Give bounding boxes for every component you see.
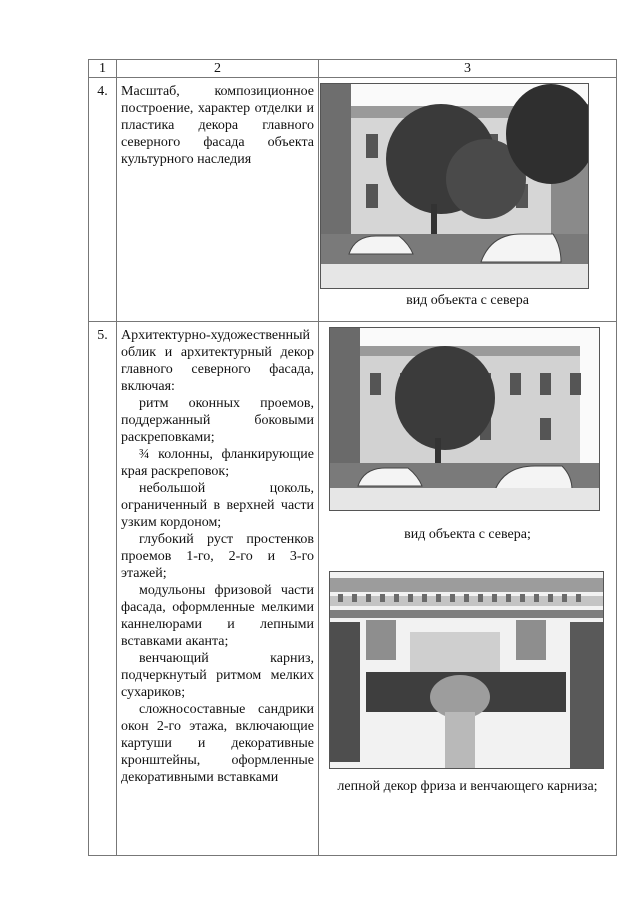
row-description — [117, 322, 319, 856]
building-north-photo — [320, 83, 589, 289]
row-images — [319, 322, 617, 856]
frieze-cornice-detail-photo — [329, 571, 604, 769]
description-paragraph: небольшой цоколь, ограниченный в верхней части узким кордоном; — [121, 481, 314, 530]
row-description — [117, 78, 319, 322]
description-paragraph: модульоны фризовой части фасада, оформленные мелкими каннелюрами и лепными вставками аканта; — [121, 583, 314, 649]
description-paragraph: сложносоставные сандрики окон 2-го этажа, включающие картуши и декоративные кронштейны, оформленные декоративными вставками — [121, 702, 314, 785]
description-paragraph: ритм оконных проемов, поддержанный боковыми раскреповками; — [121, 396, 314, 445]
building-north-photo — [329, 327, 600, 511]
header-col-2: 2 — [117, 60, 319, 78]
photo-caption: лепной декор фриза и венчающего карниза; — [337, 779, 598, 794]
description-paragraph: венчающий карниз, подчеркнутый ритмом мелких сухариков; — [121, 651, 314, 700]
header-col-3: 3 — [319, 60, 617, 78]
description-paragraph: ¾ колонны, фланкирующие края раскреповок; — [121, 447, 314, 479]
table-header-row — [89, 60, 617, 78]
table-row — [89, 78, 617, 322]
heritage-table — [88, 59, 617, 856]
header-col-1: 1 — [89, 60, 117, 78]
row-number: 4. — [89, 78, 117, 322]
row-images — [319, 78, 617, 322]
description-paragraph: Архитектурно-художественный облик и архитектурный декор главного северного фасада, включая: — [121, 328, 314, 394]
row-number: 5. — [89, 322, 117, 856]
table-row — [89, 322, 617, 856]
description-paragraph: Масштаб, композиционное построение, характер отделки и пластика декора главного северного фасада объекта культурного наследия — [121, 84, 314, 167]
photo-caption: вид объекта с севера; — [404, 527, 531, 542]
description-paragraph: глубокий руст простенков проемов 1-го, 2-го и 3-го этажей; — [121, 532, 314, 581]
photo-caption: вид объекта с севера — [406, 293, 529, 308]
